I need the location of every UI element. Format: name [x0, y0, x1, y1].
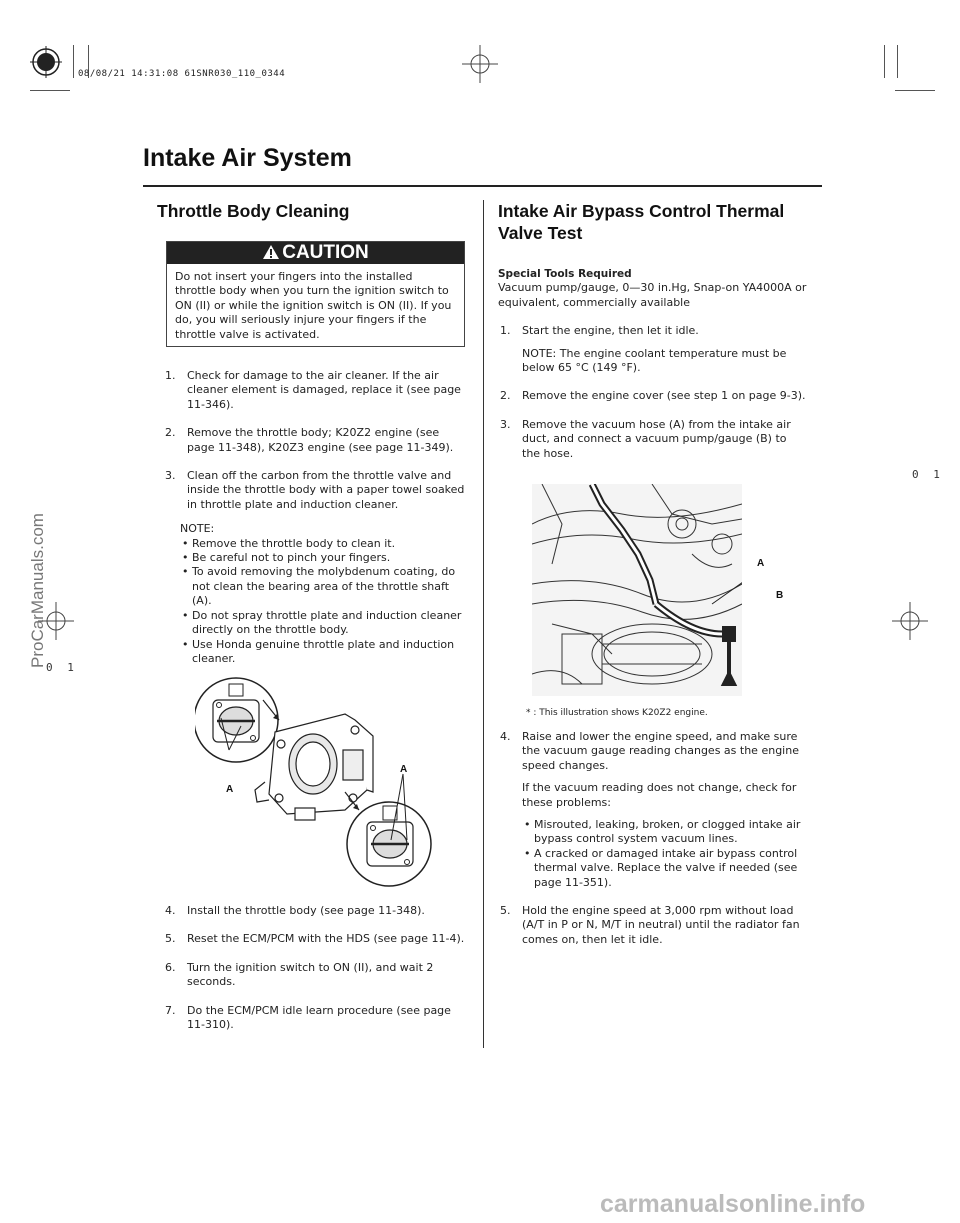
- step4-paragraph: If the vacuum reading does not change, check for these problems:: [522, 781, 797, 809]
- problem-bullet: • A cracked or damaged intake air bypass control thermal valve. Replace the valve if needed (see page 11-351).: [522, 847, 810, 890]
- step-item: [165, 961, 465, 990]
- caution-label: CAUTION: [282, 242, 369, 263]
- figure-label-b: B: [776, 590, 784, 601]
- tools-heading: Special Tools Required: [498, 268, 632, 280]
- print-timestamp: 08/08/21 14:31:08 61SNR030_110_0344: [78, 69, 286, 79]
- figure-label-a: A: [400, 764, 408, 775]
- caution-text: Do not insert your fingers into the installed throttle body when you turn the ignition switch to ON (II) or while the ignition switch is ON (II). If you do, you will seriously injure your fingers if the throttle valve is activated.: [175, 270, 452, 341]
- step-number: 4.: [165, 904, 176, 917]
- right-content: [498, 267, 808, 475]
- step-text: Check for damage to the air cleaner. If the air cleaner element is damaged, replace it (see page 11-346).: [187, 369, 461, 411]
- step-text: Remove the engine cover (see step 1 on page 9-3).: [522, 389, 806, 403]
- step-number: 5.: [500, 904, 511, 918]
- step-text: Raise and lower the engine speed, and make sure the vacuum gauge reading changes as the engine speed changes.: [522, 730, 799, 772]
- section-title-bypass: [498, 200, 784, 244]
- step-item: [500, 730, 810, 773]
- step-item: [165, 469, 465, 512]
- throttle-body-illustration: [195, 672, 435, 894]
- note-bullet: • Use Honda genuine throttle plate and induction cleaner.: [180, 638, 465, 667]
- step-number: 1.: [500, 324, 511, 338]
- step-item: [500, 904, 810, 947]
- problem-bullet: • Misrouted, leaking, broken, or clogged intake air bypass control system vacuum lines.: [522, 818, 810, 847]
- title-rule: [143, 185, 822, 187]
- step-item: [500, 418, 808, 461]
- footer-watermark: carmanualsonline.info: [600, 1190, 866, 1218]
- step-text: Install the throttle body (see page 11-348).: [187, 904, 425, 917]
- step-number: 3.: [165, 469, 176, 483]
- warning-icon: [262, 244, 280, 260]
- right-steps-after: [500, 730, 810, 961]
- step-text: Clean off the carbon from the throttle valve and inside the throttle body with a paper towel soaked in throttle plate and induction cleaner.: [187, 469, 465, 511]
- step-text: Remove the throttle body; K20Z2 engine (see page 11-348), K20Z3 engine (see page 11-349).: [187, 426, 454, 454]
- note-label: NOTE:: [180, 522, 215, 536]
- step1-note: NOTE: The engine coolant temperature must be below 65 °C (149 °F).: [522, 346, 787, 375]
- step-item: [165, 369, 465, 412]
- note-block: [165, 522, 465, 666]
- side-watermark: ProCarManuals.com: [28, 513, 47, 668]
- step-item: [165, 932, 465, 946]
- step-text: Remove the vacuum hose (A) from the intake air duct, and connect a vacuum pump/gauge (B) to the hose.: [522, 417, 791, 460]
- section-title-throttle: Throttle Body Cleaning: [157, 201, 350, 221]
- note-bullet: • Be careful not to pinch your fingers.: [180, 551, 465, 565]
- note-bullet: • To avoid removing the molybdenum coating, do not clean the bearing area of the throttle shaft (A).: [180, 565, 465, 608]
- crop-target-icon: [28, 44, 64, 80]
- step4-bullets: [500, 818, 810, 890]
- step-number: 2.: [165, 426, 176, 440]
- left-steps: [165, 369, 465, 666]
- step-number: 1.: [165, 369, 176, 382]
- tools-text: Vacuum pump/gauge, 0—30 in.Hg, Snap-on YA4000A or equivalent, commercially available: [498, 281, 807, 309]
- figure-label-a: A: [757, 558, 765, 569]
- step-item: [165, 1004, 465, 1033]
- page-mark-left: 0 1: [46, 661, 78, 674]
- step-number: 4.: [500, 730, 511, 743]
- figure-caption: * : This illustration shows K20Z2 engine.: [526, 708, 708, 718]
- step-text: Turn the ignition switch to ON (II), and wait 2 seconds.: [187, 960, 434, 989]
- figure-label-a: A: [226, 784, 234, 795]
- engine-bay-photo: [532, 484, 742, 696]
- page-mark-right: 0 1: [912, 468, 944, 481]
- step-item: [500, 389, 808, 403]
- step-text: Start the engine, then let it idle.: [522, 324, 699, 338]
- step-number: 2.: [500, 389, 511, 403]
- column-divider: [483, 200, 484, 1048]
- note-bullet: • Remove the throttle body to clean it.: [180, 537, 465, 551]
- step-number: 7.: [165, 1003, 176, 1017]
- step-text: Reset the ECM/PCM with the HDS (see page 11-4).: [187, 932, 465, 946]
- step-number: 5.: [165, 932, 176, 946]
- step-item: [500, 324, 808, 338]
- section-title-line: Valve Test: [498, 223, 583, 243]
- caution-heading: [167, 242, 464, 264]
- step-number: 3.: [500, 417, 511, 431]
- step-number: 6.: [165, 960, 176, 974]
- step-item: [165, 904, 465, 918]
- note-bullet: • Do not spray throttle plate and induction cleaner directly on the throttle body.: [180, 609, 465, 638]
- step-text: Hold the engine speed at 3,000 rpm without load (A/T in P or N, M/T in neutral) until the radiator fan comes on, then let it idle.: [522, 904, 800, 946]
- left-steps-after: [165, 904, 465, 1046]
- step-text: Do the ECM/PCM idle learn procedure (see page 11-310).: [187, 1003, 451, 1032]
- registration-crosshair-icon: [462, 45, 498, 83]
- page-title: Intake Air System: [143, 144, 352, 172]
- registration-crosshair-icon: [892, 602, 928, 640]
- section-title-line: Intake Air Bypass Control Thermal: [498, 201, 785, 221]
- caution-box: [166, 241, 465, 347]
- step-item: [165, 426, 465, 455]
